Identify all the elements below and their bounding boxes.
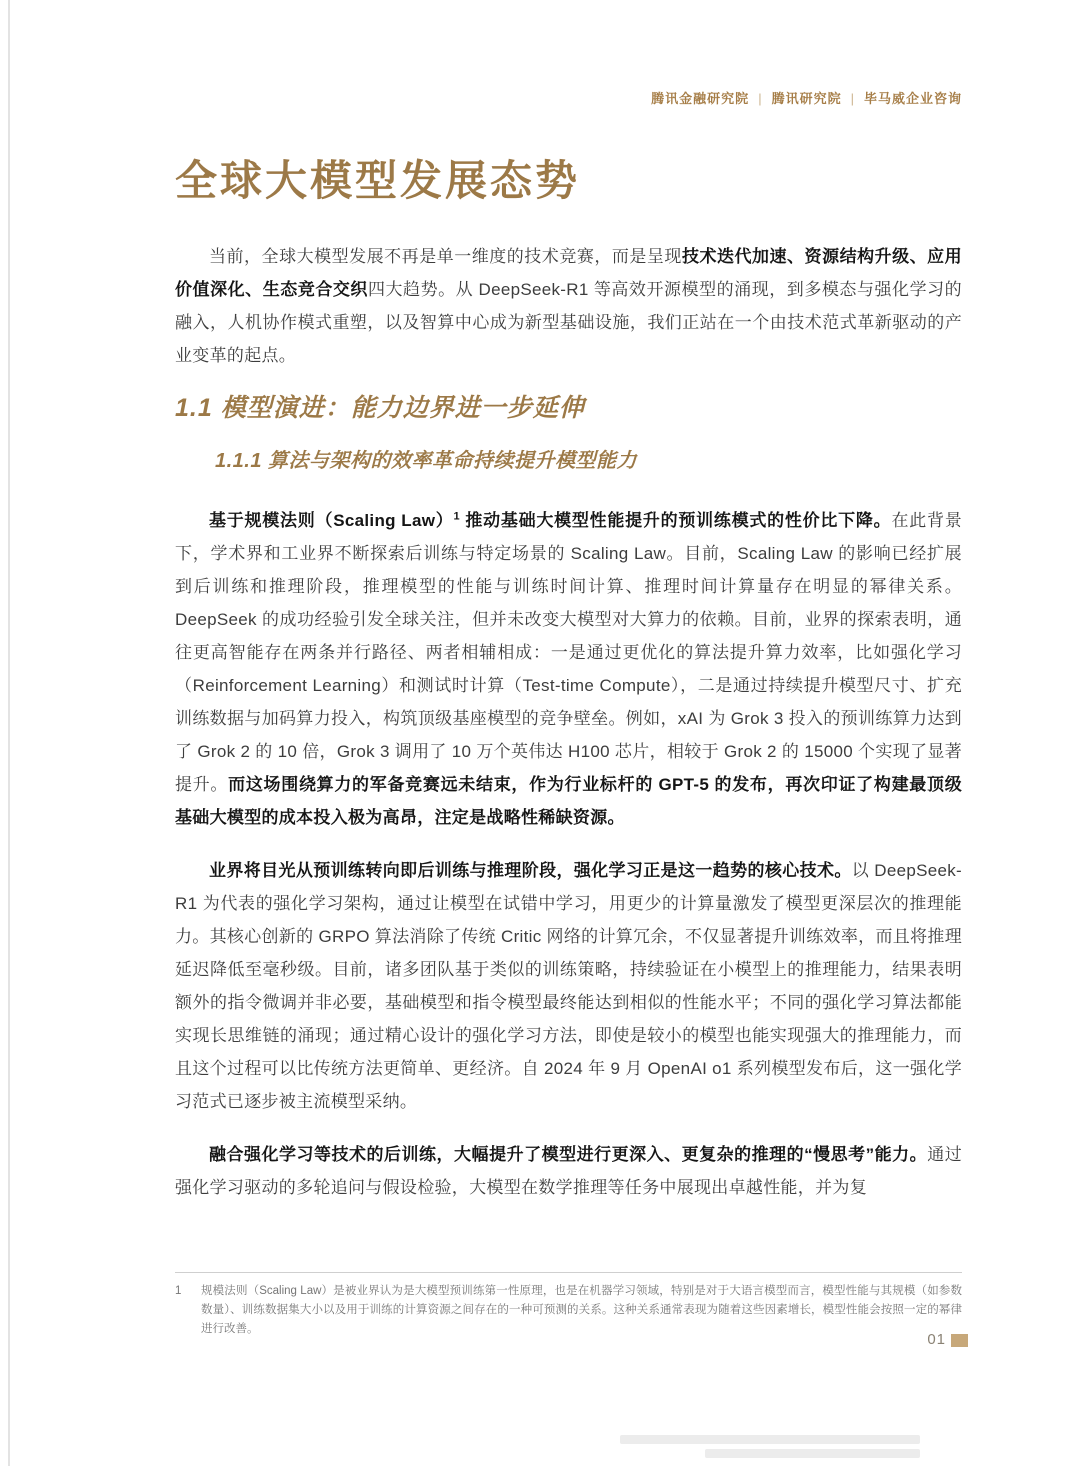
page-number-accent-square — [951, 1334, 968, 1347]
report-header — [175, 88, 962, 107]
footnote-marker: 1 — [175, 1285, 182, 1297]
footer-watermark — [620, 1430, 920, 1458]
header-org-3: 毕马威企业咨询 — [863, 91, 962, 106]
section-heading-1-1: 1.1 模型演进：能力边界进一步延伸 — [175, 394, 585, 422]
page-number: 01 — [927, 1331, 946, 1348]
header-separator: | — [850, 91, 855, 106]
page-number-block — [927, 1331, 968, 1348]
page-edge-line — [8, 0, 10, 1466]
header-org-2: 腾讯研究院 — [771, 91, 842, 106]
body-paragraph-1: 基于规模法则（Scaling Law）$^1$ 推动基础大模型性能提升的预训练模式的性价比下降。在此背景下，学术界和工业界不断探索后训练与特定场景的 Scaling Law。目前，Scaling Law 的影响已经扩展到后训练和推理阶段，推理模型的性能与训练时间计算、推理时间计算量存在明显的幂律关系。DeepSeek 的成功经验引发全球关注，但并未改变大模型对大算力的依赖。目前，业界的探索表明，通往更高智能存在两条并行路径、两者相辅相成：一是通过更优化的算法提升算力效率，比如强化学习（Reinforcement Learning）和测试时计算（Test-time Compute），二是通过持续提升模型尺寸、扩充训练数据与加码算力投入，构筑顶级基座模型的竞争壁垒。例如，xAI 为 Grok 3 投入的预训练算力达到了 Grok 2 的 10 倍，Grok 3 调用了 10 万个英伟达 H100 芯片，相较于 Grok 2 的 15000 个实现了显著提升。而这场围绕算力的军备竞赛远未结束，作为行业标杆的 GPT-5 的发布，再次印证了构建最顶级基础大模型的成本投入极为高昂，注定是战略性稀缺资源。 — [175, 510, 962, 827]
header-org-1: 腾讯金融研究院 — [651, 91, 750, 106]
footer-watermark-line — [705, 1449, 920, 1458]
main-content — [175, 240, 962, 1224]
footnote-text: 规模法则（Scaling Law）是被业界认为是大模型预训练第一性原理，也是在机器学习领域，特别是对于大语言模型而言，模型性能与其规模（如参数数量）、训练数据集大小以及用于训练的计算资源之间存在的一种可预测的关系。这种关系通常表现为随着这些因素增长，模型性能会按照一定的幂律进行改善。 — [201, 1285, 962, 1335]
intro-paragraph: 当前，全球大模型发展不再是单一维度的技术竞赛，而是呈现技术迭代加速、资源结构升级、应用价值深化、生态竞合交织四大趋势。从 DeepSeek-R1 等高效开源模型的涌现，到多模态与强化学习的融入，人机协作模式重塑，以及智算中心成为新型基础设施，我们正站在一个由技术范式革新驱动的产业变革的起点。 — [175, 247, 962, 365]
body-paragraph-3: 融合强化学习等技术的后训练，大幅提升了模型进行更深入、更复杂的推理的“慢思考”能力。通过强化学习驱动的多轮追问与假设检验，大模型在数学推理等任务中展现出卓越性能，并为复 — [175, 1145, 962, 1197]
footnote — [175, 1272, 962, 1339]
sub-heading-1-1-1: 1.1.1 算法与架构的效率革命持续提升模型能力 — [215, 450, 638, 472]
page-title: 全球大模型发展态势 — [175, 157, 581, 204]
body-paragraph-2: 业界将目光从预训练转向即后训练与推理阶段，强化学习正是这一趋势的核心技术。以 DeepSeek-R1 为代表的强化学习架构，通过让模型在试错中学习，用更少的计算量激发了模型更深层次的推理能力。其核心创新的 GRPO 算法消除了传统 Critic 网络的计算冗余，不仅显著提升训练效率，而且将推理延迟降低至毫秒级。目前，诸多团队基于类似的训练策略，持续验证在小模型上的推理能力，结果表明额外的指令微调并非必要，基础模型和指令模型最终能达到相似的性能水平；不同的强化学习算法都能实现长思维链的涌现；通过精心设计的强化学习方法，即使是较小的模型也能实现强大的推理能力，而且这个过程可以比传统方法更简单、更经济。自 2024 年 9 月 OpenAI o1 系列模型发布后，这一强化学习范式已逐步被主流模型采纳。 — [175, 861, 962, 1111]
header-separator: | — [758, 91, 763, 106]
footer-watermark-line — [620, 1435, 920, 1444]
